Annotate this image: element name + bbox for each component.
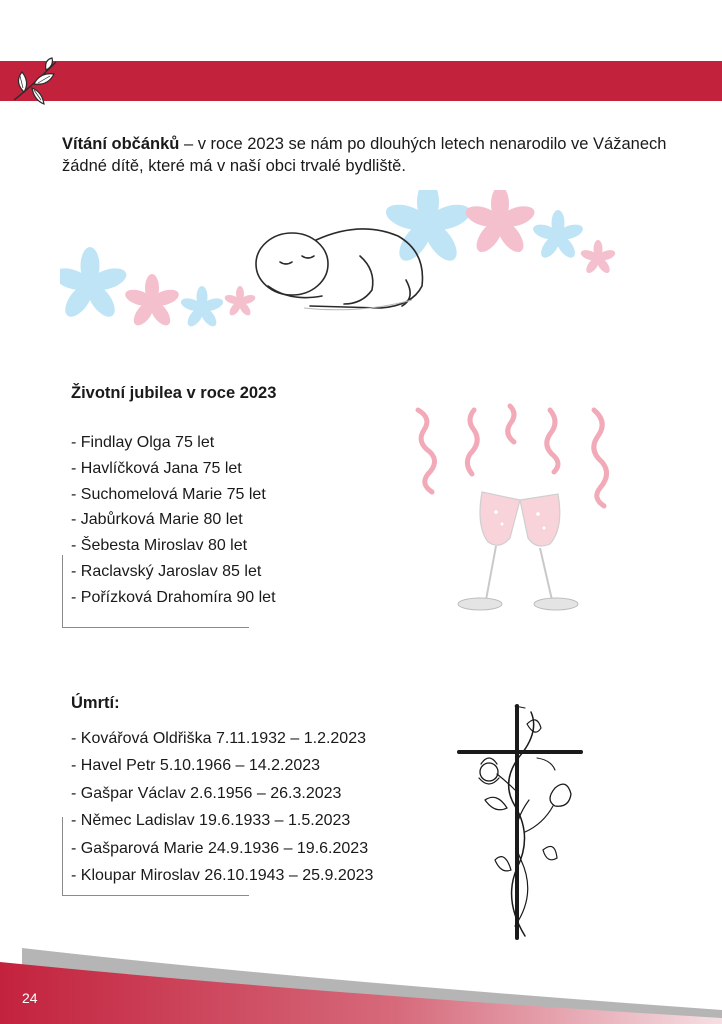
intro-title: Vítání občánků bbox=[62, 135, 180, 153]
list-item: - Gašparová Marie 24.9.1936 – 19.6.2023 bbox=[71, 839, 369, 857]
leaf-branch-icon bbox=[10, 56, 62, 106]
list-item: - Havlíčková Jana 75 let bbox=[71, 459, 242, 477]
deaths-bracket bbox=[62, 817, 249, 896]
deaths-heading: Úmrtí: bbox=[71, 694, 120, 712]
intro-text: – v roce 2023 se nám po dlouhých letech nenarodilo ve Vážanech žádné dítě, které má v naší obci trvalé bydliště. bbox=[62, 135, 667, 175]
jubilee-heading: Životní jubilea v roce 2023 bbox=[71, 384, 277, 402]
sleeping-baby-icon bbox=[60, 190, 620, 330]
list-item: - Kloupar Miroslav 26.10.1943 – 25.9.2023 bbox=[71, 866, 374, 884]
list-item: - Raclavský Jaroslav 85 let bbox=[71, 562, 262, 580]
cross-with-flowers-icon bbox=[455, 700, 585, 945]
list-item: - Havel Petr 5.10.1966 – 14.2.2023 bbox=[71, 757, 321, 775]
header-band bbox=[0, 61, 722, 101]
page-number: 24 bbox=[22, 990, 38, 1006]
list-item: - Pořízková Drahomíra 90 let bbox=[71, 588, 276, 606]
list-item: - Šebesta Miroslav 80 let bbox=[71, 537, 248, 555]
jubilee-bracket bbox=[62, 555, 249, 628]
footer-swoosh bbox=[0, 940, 722, 1024]
list-item: - Němec Ladislav 19.6.1933 – 1.5.2023 bbox=[71, 812, 351, 830]
list-item: - Suchomelová Marie 75 let bbox=[71, 485, 266, 503]
list-item: - Findlay Olga 75 let bbox=[71, 434, 215, 451]
list-item: - Jabůrková Marie 80 let bbox=[71, 511, 243, 529]
list-item: - Kovářová Oldřiška 7.11.1932 – 1.2.2023 bbox=[71, 730, 366, 747]
champagne-glasses-icon bbox=[410, 402, 620, 624]
intro-paragraph bbox=[62, 133, 672, 177]
list-item: - Gašpar Václav 2.6.1956 – 26.3.2023 bbox=[71, 784, 342, 802]
